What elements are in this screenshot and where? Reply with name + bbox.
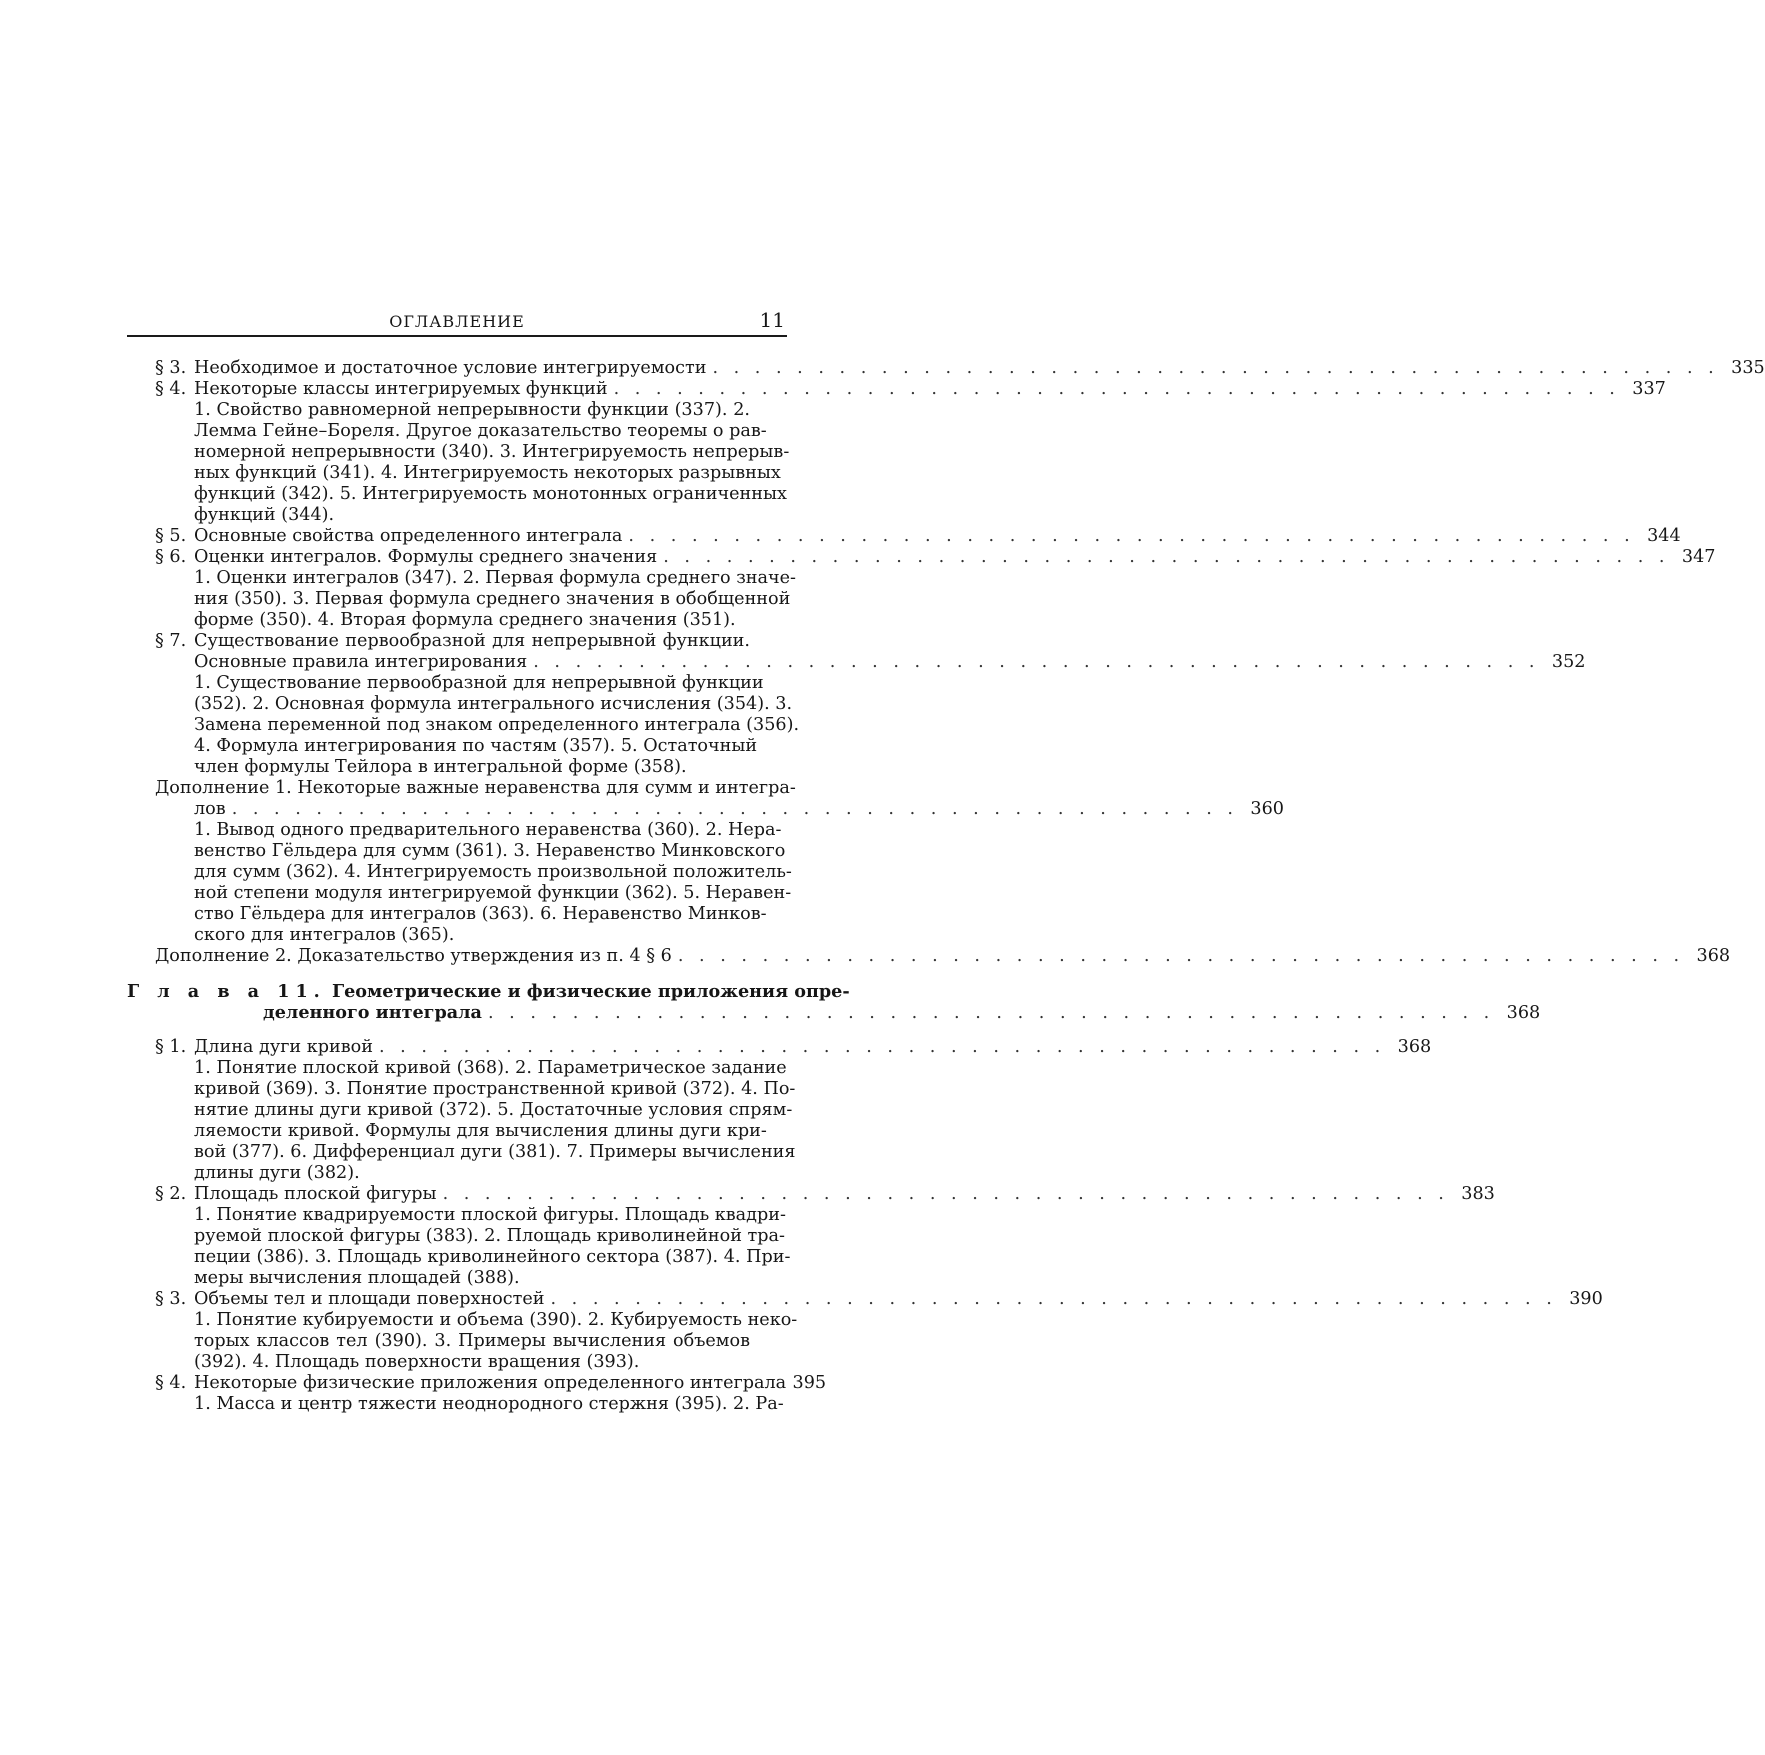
section-title: Существование первообразной для непрерывной функции.	[194, 631, 750, 651]
page-ref: 383	[1461, 1184, 1495, 1204]
dot-leader: . . . . . . . . . . . . . . . . . . . . . . . . . . . . . . . . . . . . . . . . . . . . . . . .	[677, 946, 1685, 966]
section-subtopics-line: номерной непрерывности (340). 3. Интегрируемость непрерыв-	[194, 442, 790, 462]
toc-entry-s6	[127, 547, 1716, 631]
section-subtopics-line: 1. Масса и центр тяжести неоднородного стержня (395). 2. Ра-	[194, 1394, 784, 1414]
section-number: § 7.	[155, 631, 187, 651]
section-subtopics-line: 4. Формула интегрирования по частям (357). 5. Остаточный	[194, 736, 758, 756]
section-subtopics-line: кривой (369). 3. Понятие пространственной кривой (372). 4. По-	[194, 1079, 796, 1099]
section-number: § 3.	[155, 358, 187, 378]
page-ref: 337	[1632, 379, 1666, 399]
section-subtopics-line: Лемма Гейне–Бореля. Другое доказательство теоремы о рав-	[194, 421, 767, 441]
section-title: Некоторые физические приложения определенного интеграла	[194, 1373, 787, 1393]
section-title: Площадь плоской фигуры	[194, 1184, 437, 1204]
section-number: § 3.	[155, 1289, 187, 1309]
section-subtopics-line: ство Гёльдера для интегралов (363). 6. Неравенство Минков-	[194, 904, 767, 924]
section-subtopics-line: член формулы Тейлора в интегральной форме (358).	[194, 757, 687, 777]
dot-leader: . . . . . . . . . . . . . . . . . . . . . . . . . . . . . . . . . . . . . . . . . . . . . . . .	[550, 1289, 1557, 1309]
page-ref: 347	[1681, 547, 1716, 567]
dot-leader: . . . . . . . . . . . . . . . . . . . . . . . . . . . . . . . . . . . . . . . . . . . . . . . .	[378, 1037, 1386, 1057]
section-number: § 4.	[155, 379, 187, 399]
dot-leader: . . . . . . . . . . . . . . . . . . . . . . . . . . . . . . . . . . . . . . . . . . . . . . . .	[628, 526, 1635, 546]
section-subtopics-line: ной степени модуля интегрируемой функции (362). 5. Нерaвен-	[194, 883, 792, 903]
page-ref: 335	[1731, 358, 1765, 378]
section-subtopics-line: ского для интегралов (365).	[194, 925, 455, 945]
section-number: § 2.	[155, 1184, 187, 1204]
supplement-title: Дополнение 1. Некоторые важные неравенства для сумм и интегра-	[155, 778, 796, 798]
section-number: § 6.	[155, 547, 187, 567]
section-subtopics-line: ния (350). 3. Первая формула среднего значения в обобщенной	[194, 589, 791, 609]
page-ref: 368	[1397, 1037, 1432, 1057]
supplement-title-continued: лов	[194, 799, 226, 819]
section-title-continued: Основные правила интегрирования	[194, 652, 528, 672]
dot-leader: . . . . . . . . . . . . . . . . . . . . . . . . . . . . . . . . . . . . . . . . . . . . . . . .	[231, 799, 1238, 819]
dot-leader: . . . . . . . . . . . . . . . . . . . . . . . . . . . . . . . . . . . . . . . . . . . . . . . .	[712, 358, 1719, 378]
page-ref: 368	[1506, 1003, 1541, 1023]
page-ref: 368	[1696, 946, 1731, 966]
section-subtopics-line: функций (342). 5. Интегрируемость монотонных ограниченных	[194, 484, 787, 504]
toc-entry-supplement-1	[127, 778, 1284, 946]
section-subtopics-line: 1. Понятие кубируемости и объема (390). 2. Кубируемость неко-	[194, 1310, 798, 1330]
toc-entry-s4	[127, 379, 1666, 526]
supplement-title: Дополнение 2. Доказательство утверждения из п. 4 § 6	[155, 946, 672, 966]
section-subtopics-line: 1. Понятие квадрируемости плоской фигуры. Площадь квадри-	[194, 1205, 786, 1225]
section-subtopics-line: 1. Свойство равномерной непрерывности функции (337). 2.	[194, 400, 750, 420]
section-subtopics-line: (352). 2. Основная формула интегрального исчисления (354). 3.	[194, 694, 793, 714]
page-number: 11	[759, 308, 785, 332]
section-subtopics-line: функций (344).	[194, 505, 335, 525]
section-subtopics-line: меры вычисления площадей (388).	[194, 1268, 520, 1288]
section-subtopics-line: нятие длины дуги кривой (372). 5. Достаточные условия спрям-	[194, 1100, 793, 1120]
section-subtopics-line: 1. Существование первообразной для непрерывной функции	[194, 673, 764, 693]
toc-entry-s7	[127, 631, 1586, 778]
dot-leader: . . . . . . . . . . . . . . . . . . . . . . . . . . . . . . . . . . . . . . . . . . . . . . . .	[663, 547, 1670, 567]
dot-leader: . . . . . . . . . . . . . . . . . . . . . . . . . . . . . . . . . . . . . . . . . . . . . . . .	[533, 652, 1540, 672]
toc-entry-chapter-11	[127, 981, 1541, 1023]
section-title: Объемы тел и площади поверхностей	[194, 1289, 545, 1309]
toc-entry-c11-s3	[127, 1289, 1603, 1373]
section-subtopics-line: (392). 4. Площадь поверхности вращения (393).	[194, 1352, 640, 1372]
page-ref: 344	[1647, 526, 1681, 546]
section-subtopics-line: венство Гёльдера для сумм (361). 3. Неравенство Минковского	[194, 841, 786, 861]
running-head: ОГЛАВЛЕНИЕ	[389, 312, 525, 331]
section-subtopics-line: для сумм (362). 4. Интегрируемость произвольной положитель-	[194, 862, 792, 882]
toc-entry-c11-s4	[127, 1373, 827, 1415]
section-subtopics-line: вой (377). 6. Дифференциал дуги (381). 7. Примеры вычисления	[194, 1142, 796, 1162]
toc-entry-supplement-2	[127, 946, 1731, 967]
section-subtopics-line: 1. Вывод одного предварительного неравенства (360). 2. Нера-	[194, 820, 782, 840]
toc-entry-c11-s2	[127, 1184, 1495, 1289]
section-subtopics-line: форме (350). 4. Вторая формула среднего значения (351).	[194, 610, 736, 630]
section-subtopics-line: длины дуги (382).	[194, 1163, 360, 1183]
chapter-title-continued: деленного интеграла	[263, 1002, 482, 1023]
table-of-contents	[127, 358, 1765, 1415]
page-ref: 390	[1569, 1289, 1603, 1309]
section-subtopics-line: 1. Оценки интегралов (347). 2. Первая формула среднего значе-	[194, 568, 797, 588]
section-subtopics-line: 1. Понятие плоской кривой (368). 2. Параметрическое задание	[194, 1058, 787, 1078]
chapter-label: Г л а в а 11.	[127, 981, 326, 1002]
section-title: Оценки интегралов. Формулы среднего значения	[194, 547, 658, 567]
page-ref: 352	[1551, 652, 1586, 672]
section-title: Длина дуги кривой	[194, 1037, 373, 1057]
section-subtopics-line: Замена переменной под знаком определенного интеграла (356).	[194, 715, 800, 735]
section-title: Необходимое и достаточное условие интегрируемости	[194, 358, 707, 378]
dot-leader: . . . . . . . . . . . . . . . . . . . . . . . . . . . . . . . . . . . . . . . . . . . . . . . .	[442, 1184, 1449, 1204]
section-title: Некоторые классы интегрируемых функций	[194, 379, 608, 399]
page-header	[127, 308, 787, 337]
section-number: § 1.	[155, 1037, 187, 1057]
section-subtopics-line: торых классов тел (390). 3. Примеры вычисления объемов	[194, 1331, 750, 1351]
section-subtopics-line: руемой плоской фигуры (383). 2. Площадь криволинейной тра-	[194, 1226, 785, 1246]
section-title: Основные свойства определенного интеграла	[194, 526, 623, 546]
page-ref: 395	[792, 1373, 827, 1393]
chapter-title: Геометрические и физические приложения опре-	[331, 981, 850, 1002]
dot-leader: . . . . . . . . . . . . . . . . . . . . . . . . . . . . . . . . . . . . . . . . . . . . . . . .	[487, 1003, 1495, 1023]
section-subtopics-line: ных функций (341). 4. Интегрируемость некоторых разрывных	[194, 463, 781, 483]
section-subtopics-line: пеции (386). 3. Площадь криволинейного сектора (387). 4. При-	[194, 1247, 791, 1267]
section-number: § 4.	[155, 1373, 187, 1393]
section-number: § 5.	[155, 526, 187, 546]
dot-leader: . . . . . . . . . . . . . . . . . . . . . . . . . . . . . . . . . . . . . . . . . . . . . . . .	[613, 379, 1620, 399]
toc-entry-s5	[127, 526, 1681, 547]
toc-entry-s3	[127, 358, 1765, 379]
toc-entry-c11-s1	[127, 1037, 1432, 1184]
section-subtopics-line: ляемости кривой. Формулы для вычисления длины дуги кри-	[194, 1121, 767, 1141]
page-ref: 360	[1250, 799, 1284, 819]
